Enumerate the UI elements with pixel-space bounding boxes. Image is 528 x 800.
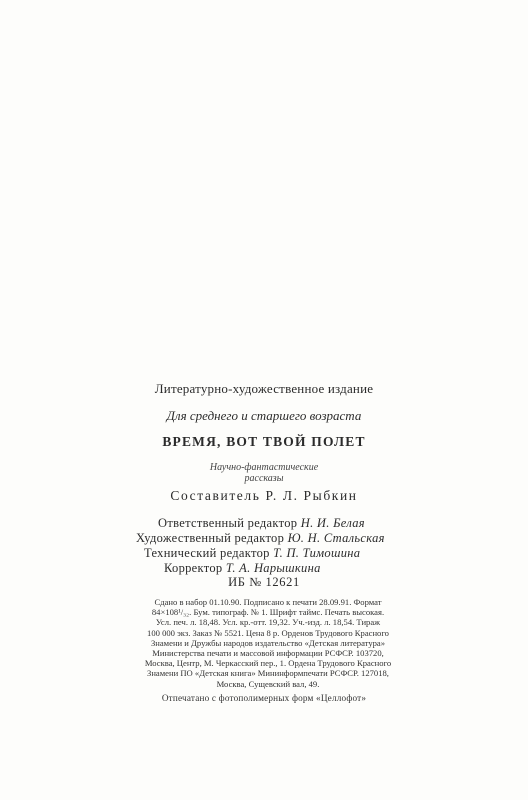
ib-number: ИБ № 12621	[228, 575, 300, 589]
credit-name: Ю. Н. Стальская	[287, 531, 385, 545]
imprint-line: Усл. печ. л. 18,48. Усл. кр.-отт. 19,32. Уч.-изд. л. 18,54. Тираж	[155, 617, 381, 628]
imprint-line: Москва, Центр, М. Черкасский пер., 1. Ордена Трудового Красного	[144, 658, 392, 669]
imprint-line: 100 000 экз. Заказ № 5521. Цена 8 р. Орденов Трудового Красного	[147, 627, 389, 638]
book-title: ВРЕМЯ, ВОТ ТВОЙ ПОЛЕТ	[162, 434, 366, 449]
imprint-line: 84×108¹/₃₂. Бум. типограф. № 1. Шрифт таймс. Печать высокая.	[151, 607, 385, 618]
credit-line	[136, 531, 418, 546]
credit-role: Ответственный редактор	[158, 516, 298, 530]
age-group: Для среднего и старшего возраста	[166, 408, 362, 423]
credits-list	[136, 516, 418, 576]
credit-role: Художественный редактор	[136, 531, 285, 545]
compiler: Составитель Р. Л. Рыбкин	[170, 488, 358, 503]
credit-line	[144, 546, 418, 561]
printed-note: Отпечатано с фотополимерных форм «Целлофот»	[161, 693, 367, 703]
credit-name: Т. А. Нарышкина	[225, 561, 321, 575]
genre-line: Научно-фантастические	[209, 462, 319, 473]
imprint-line: Знамени и Дружбы народов издательство «Детская литература»	[150, 637, 386, 648]
credit-role: Технический редактор	[144, 546, 270, 560]
credit-line	[158, 516, 418, 531]
genre-line: рассказы	[244, 473, 284, 484]
genre	[0, 462, 528, 484]
imprint-line: Министерства печати и массовой информации РСФСР. 103720,	[152, 648, 384, 659]
edition-type: Литературно-художественное издание	[154, 381, 374, 396]
imprint-block	[88, 597, 448, 689]
credit-line	[164, 561, 418, 576]
credit-name: Н. И. Белая	[300, 516, 365, 530]
credit-role: Корректор	[164, 561, 223, 575]
imprint-line: Знамени ПО «Детская книга» Мининформпечати РСФСР. 127018,	[147, 668, 389, 679]
imprint-line: Сдано в набор 01.10.90. Подписано к печати 28.09.91. Формат	[154, 597, 382, 607]
imprint-line: Москва, Сущевский вал, 49.	[216, 678, 320, 689]
credit-name: Т. П. Тимошина	[273, 546, 361, 560]
